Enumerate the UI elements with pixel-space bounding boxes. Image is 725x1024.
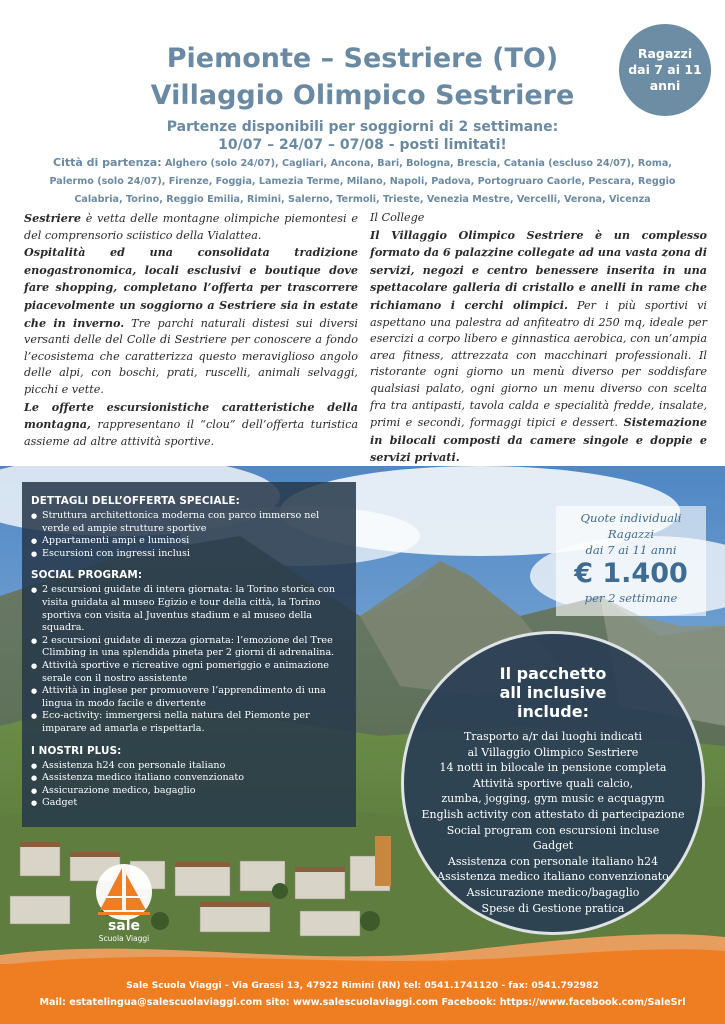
left-p3-bold: Le offerte escursionistiche caratteristiche della montagna,: [24, 399, 358, 432]
cities-line-2: Palermo (solo 24/07), Firenze, Foggia, Lamezia Terme, Milano, Napoli, Padova, Portogruaro Caorle, Pescara, Reggio: [49, 176, 676, 187]
package-circle: [401, 631, 705, 935]
list-item: ● 2 escursioni guidate di intera giornata: la Torino storica con visita guidata al museo Egizio e tour della città, la Torino sportiva con visita al Juventus stadium e al museo della squadra.: [31, 584, 346, 634]
footer-contacts: Mail: estatelingua@salescuolaviaggi.com sito: www.salescuolaviaggi.com Facebook: https://www.facebook.com/SaleSrl: [39, 997, 686, 1008]
logo-subtitle: Scuola Viaggi: [98, 934, 150, 943]
footer-address: Sale Scuola Viaggi - Via Grassi 13, 47922 Rimini (RN) tel: 0541.1741120 - fax: 0541.792982: [126, 980, 599, 991]
package-title: [404, 664, 702, 721]
left-paragraph-1: [24, 210, 358, 244]
list-item: ● Escursioni con ingressi inclusi: [31, 548, 346, 561]
badge-line-2: dai 7 ai 11: [628, 62, 702, 77]
cities-line-1: Alghero (solo 24/07), Cagliari, Ancona, Bari, Bologna, Brescia, Catania (escluso 24/07), Roma,: [161, 158, 672, 169]
list-item: Attività sportive quali calcio,: [472, 776, 634, 790]
list-item: ● Appartamenti ampi e luminosi: [31, 535, 346, 548]
social-program-title: SOCIAL PROGRAM:: [31, 569, 143, 582]
age-badge: [619, 24, 711, 116]
departures-line-1: Partenze disponibili per soggiorni di 2 settimane:: [166, 119, 559, 135]
price-label-2: Ragazzi: [607, 527, 655, 541]
plus-list: [31, 760, 346, 810]
list-item: ● 2 escursioni guidate di mezza giornata: l’emozione del Tree Climbing in una splendida pineta per 2 giorni di adrenalina.: [31, 635, 346, 660]
package-title-line-2: all inclusive: [499, 683, 607, 702]
list-item: Assistenza con personale italiano h24: [447, 854, 659, 868]
social-program-list: [31, 584, 346, 735]
list-item: ● Assicurazione medico, bagaglio: [31, 785, 346, 798]
price-box: [556, 506, 706, 616]
list-item: al Villaggio Olimpico Sestriere: [467, 745, 639, 759]
list-item: Trasporto a/r dai luoghi indicati: [463, 730, 643, 743]
page-title: [0, 40, 725, 114]
cities-line-3: Calabria, Torino, Reggio Emilia, Rimini, Salerno, Termoli, Trieste, Venezia Mestre, Vercelli, Verona, Vicenza: [74, 194, 651, 205]
offer-details-title: DETTAGLI DELL’OFFERTA SPECIALE:: [31, 495, 240, 507]
list-item: ● Assistenza medico italiano convenzionato: [31, 772, 346, 785]
list-item: ● Assistenza h24 con personale italiano: [31, 760, 346, 773]
price-label-1: Quote individuali: [580, 511, 682, 525]
logo-name: sale: [107, 918, 141, 934]
list-item: ● Attività sportive e ricreative ogni pomeriggio e animazione serale con il nostro assistente: [31, 660, 346, 685]
package-list: [404, 729, 702, 916]
left-p1-text: è vetta delle montagne olimpiche piemontesi e del comprensorio sciistico della Vialattea.: [24, 212, 358, 242]
price-value: € 1.400: [574, 558, 688, 589]
title-line-2: Villaggio Olimpico Sestriere: [150, 80, 575, 111]
right-p1-bold: Il Villaggio Olimpico Sestriere è un complesso formato da 6 palazzine collegate ad una vasta zona di servizi, negozi e centro benessere inserita in una spettacolare galleria di cristallo e anelli in rame che richiamano i cerchi olimpici.: [370, 227, 707, 312]
list-item: ● Eco-activity: immergersi nella natura del Piemonte per imparare ad amarla e rispettarla.: [31, 710, 346, 735]
list-item: zumba, jogging, gym music e acquagym: [441, 792, 665, 806]
departures-info: [0, 118, 725, 154]
footer: [0, 964, 725, 1024]
right-heading: Il College: [370, 211, 425, 224]
price-label-3: dai 7 ai 11 anni: [585, 543, 677, 557]
list-item: ● Attività in inglese per promuovere l’apprendimento di una lingua in modo facile e divertente: [31, 685, 346, 710]
list-item: ● Gadget: [31, 797, 346, 810]
list-item: ● Struttura architettonica moderna con parco immerso nel verde ed ampie strutture sportive: [31, 510, 346, 535]
right-column: [370, 210, 707, 467]
list-item: 14 notti in bilocale in pensione completa: [439, 761, 667, 775]
badge-line-1: Ragazzi: [637, 46, 693, 61]
left-paragraph-3: [24, 399, 358, 451]
price-period: per 2 settimane: [584, 591, 678, 605]
left-p2-text: Tre parchi naturali distesi sui diversi versanti delle del Colle di Sestriere per conoscere a fondo l’ecosistema che caratterizza questo meraviglioso angolo delle alpi, con boschi, prati, ruscelli, animali selvaggi, picchi e vette.: [24, 316, 358, 396]
departures-line-2: 10/07 – 24/07 – 07/08 - posti limitati!: [218, 137, 507, 153]
right-p1-bold-2: Sistemazione in bilocali composti da camere singole e doppie e servizi privati.: [370, 415, 707, 465]
offer-details-list: [31, 510, 346, 560]
right-paragraph: [370, 227, 707, 467]
list-item: Social program con escursioni incluse: [446, 823, 660, 837]
list-item: English activity con attestato di partecipazione: [421, 807, 685, 821]
left-paragraph-2: [24, 244, 358, 398]
badge-line-3: anni: [649, 78, 681, 93]
sail-logo-icon: [78, 860, 170, 920]
left-p2-bold: Ospitalità ed una consolidata tradizione enogastronomica, locali esclusivi e boutique dove fare shopping, completano l’offerta per trascorrere piacevolmente un soggiorno a Sestriere sia in estate che in inverno.: [24, 245, 358, 330]
left-p1-bold: Sestriere: [24, 211, 81, 225]
title-line-1: Piemonte – Sestriere (TO): [166, 43, 559, 74]
plus-title: I NOSTRI PLUS:: [31, 744, 122, 757]
package-title-line-3: include:: [517, 702, 589, 721]
list-item: Spese di Gestione pratica: [481, 901, 625, 915]
package-title-line-1: Il pacchetto: [499, 664, 607, 683]
left-column: [24, 210, 358, 450]
departure-cities: [30, 154, 695, 209]
list-item: Assistenza medico italiano convenzionato: [437, 870, 669, 884]
left-p3-text: rappresentano il “clou” dell’offerta turistica assieme ad altre attività sportive.: [24, 418, 358, 448]
right-p1-text: Per i più sportivi vi aspettano una palestra ad anfiteatro di 250 mq, ideale per esercizi a corpo libero e ginnastica aerobica, con un’ampia area fitness, attrezzata con macchinari professionali. Il ristorante ogni giorno un menù diverso per soddisfare qualsiasi palato, ogni giorno un menu diverso con scelta fra tra antipasti, tavola calda e specialità fredde, insalate, primi e secondi, formaggi tipici e dessert.: [370, 298, 708, 430]
list-item: Assicurazione medico/bagaglio: [466, 885, 640, 899]
cities-label: Città di partenza:: [53, 156, 162, 169]
list-item: Gadget: [532, 839, 574, 853]
sale-logo: [78, 860, 170, 950]
offer-details-box: [22, 482, 356, 827]
